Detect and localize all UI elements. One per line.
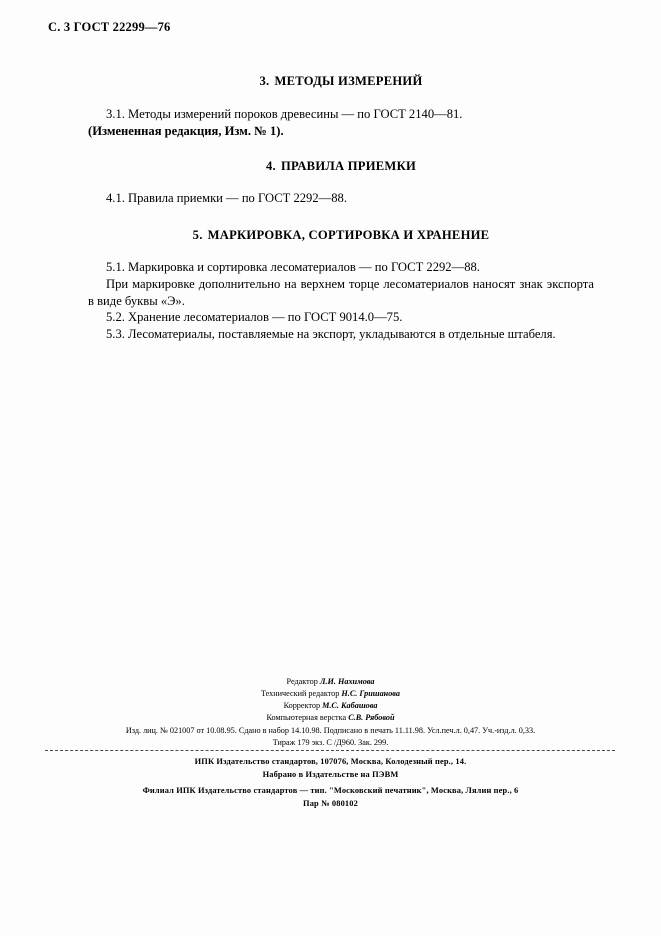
imprint-print-run-line: Тираж 179 экз. С /Д960. Зак. 299. bbox=[272, 738, 389, 748]
section-number-3: 3. bbox=[259, 74, 270, 88]
paragraph-3-1: 3.1. Методы измерений пороков древесины — по ГОСТ 2140—81. bbox=[106, 107, 463, 121]
section-number-5: 5. bbox=[192, 228, 203, 243]
staff-name: М.С. Кабашова bbox=[322, 701, 378, 711]
staff-name: С.В. Рябовой bbox=[348, 713, 395, 723]
colophon-publisher bbox=[0, 755, 661, 810]
staff-credit-typesetter bbox=[0, 712, 661, 724]
colophon-staff bbox=[0, 676, 661, 725]
staff-credit-proofreader bbox=[0, 700, 661, 712]
publisher-order-line: Пар № 080102 bbox=[303, 799, 358, 809]
paragraph-5-export-mark: При маркировке дополнительно на верхнем торце лесоматериалов наносят знак экспорта в виде буквы «Э». bbox=[88, 276, 594, 308]
paragraph-5-3: 5.3. Лесоматериалы, поставляемые на экспорт, укладываются в отдельные штабеля. bbox=[106, 327, 556, 342]
section-heading-5 bbox=[88, 228, 594, 243]
section-title-3: МЕТОДЫ ИЗМЕРЕНИЙ bbox=[274, 74, 423, 88]
staff-credit-technical-editor bbox=[0, 688, 661, 700]
staff-role: Компьютерная верстка bbox=[266, 713, 347, 723]
staff-name: Н.С. Гришанова bbox=[341, 689, 401, 699]
paragraph-4-1: 4.1. Правила приемки — по ГОСТ 2292—88. bbox=[106, 191, 347, 206]
spacer bbox=[88, 139, 594, 159]
paragraph-3-revision-note: (Измененная редакция, Изм. № 1). bbox=[88, 123, 284, 138]
colophon-imprint bbox=[0, 725, 661, 750]
paragraph-5-1: 5.1. Маркировка и сортировка лесоматериалов — по ГОСТ 2292—88. bbox=[106, 260, 480, 275]
publisher-typesetting-line: Набрано в Издательстве на ПЭВМ bbox=[262, 770, 399, 780]
document-body bbox=[88, 74, 594, 343]
spacer bbox=[88, 89, 594, 106]
paragraph-5-2: 5.2. Хранение лесоматериалов — по ГОСТ 9014.0—75. bbox=[106, 310, 403, 325]
staff-credit-editor bbox=[0, 676, 661, 688]
imprint-license-line: Изд. лиц. № 021007 от 10.08.95. Сдано в набор 14.10.98. Подписано в печать 11.11.98. Усл.печ.л. 0,47. Уч.-изд.л. 0,33. bbox=[125, 726, 536, 735]
section-title-4: ПРАВИЛА ПРИЕМКИ bbox=[280, 159, 416, 174]
section-heading-4 bbox=[88, 159, 594, 174]
spacer bbox=[88, 243, 594, 259]
running-head: С. 3 ГОСТ 22299—76 bbox=[48, 20, 171, 34]
staff-role: Редактор bbox=[286, 677, 318, 686]
staff-role: Технический редактор bbox=[260, 689, 340, 699]
publisher-printer-line: Филиал ИПК Издательство стандартов — тип. "Московский печатник", Москва, Лялин пер., 6 bbox=[142, 786, 519, 796]
section-title-5: МАРКИРОВКА, СОРТИРОВКА И ХРАНЕНИЕ bbox=[207, 228, 490, 243]
section-number-4: 4. bbox=[266, 159, 276, 174]
section-heading-3 bbox=[88, 74, 594, 89]
spacer bbox=[88, 207, 594, 228]
publisher-address-line: ИПК Издательство стандартов, 107076, Москва, Колодезный пер., 14. bbox=[194, 757, 467, 766]
staff-role: Корректор bbox=[283, 701, 321, 711]
staff-name: Л.И. Нахимова bbox=[319, 677, 375, 686]
colophon-divider bbox=[45, 750, 615, 751]
spacer bbox=[88, 174, 594, 190]
